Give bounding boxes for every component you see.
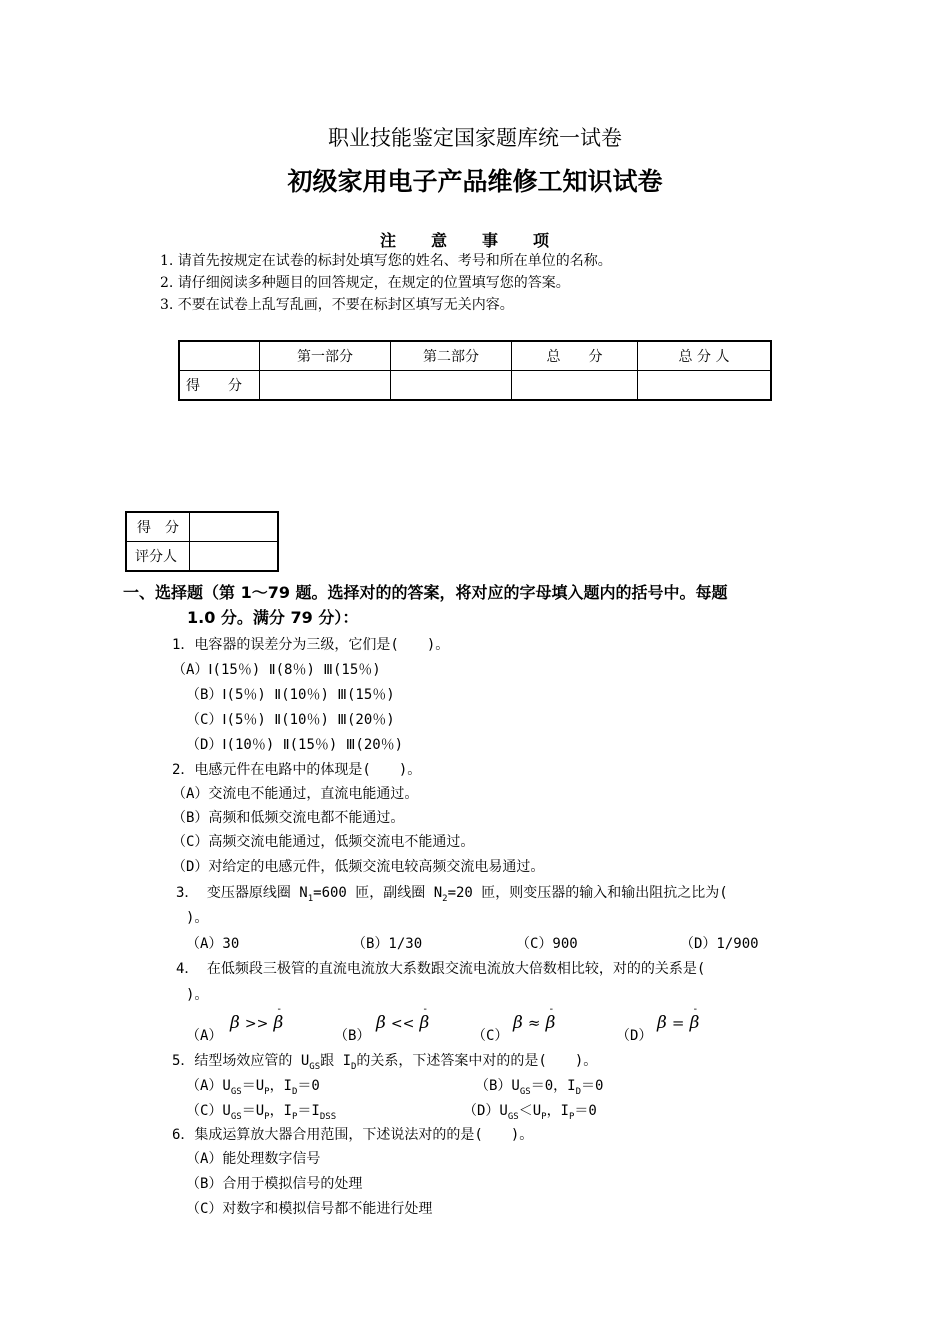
- q4-stem: 4． 在低频段三极管的直流电流放大系数跟交流电流放大倍数相比较，对的的关系是(: [176, 961, 706, 977]
- q5-a-sub: P: [264, 1086, 270, 1097]
- beta-bar-symbol: [689, 1004, 700, 1033]
- q3-stem-text-end: =20 匝，则变压器的输入和输出阻抗之比为(: [447, 885, 728, 901]
- q4-option-d-label: （D）: [616, 1028, 653, 1044]
- score-cell-part2[interactable]: [391, 371, 512, 401]
- q5-stem-text-mid: 跟 I: [320, 1053, 351, 1069]
- q5-a-sub: GS: [230, 1086, 242, 1097]
- beta-symbol: β: [273, 1013, 284, 1033]
- beta-symbol: β: [419, 1013, 430, 1033]
- score-table-header-scorer: 总 分 人: [638, 341, 772, 371]
- score-cell-part1[interactable]: [260, 371, 391, 401]
- beta-overbar: -: [277, 1004, 281, 1015]
- score-table-header-total: 总 分: [512, 341, 638, 371]
- grader-score-cell[interactable]: [190, 512, 279, 542]
- much-less-symbol: <<: [390, 1016, 415, 1032]
- q5-c-text: ＝I: [297, 1103, 320, 1119]
- q5-option-c: [186, 1100, 336, 1122]
- score-table-corner: [179, 341, 260, 371]
- q5-stem-text: 5．结型场效应管的 U: [172, 1053, 310, 1069]
- beta-overbar: -: [423, 1004, 427, 1015]
- score-table-header-part2: 第二部分: [391, 341, 512, 371]
- q3-stem-text: 3． 变压器原线圈 N: [176, 885, 308, 901]
- q1-option-c: （C）Ⅰ(5％) Ⅱ(10％) Ⅲ(20％): [186, 712, 395, 728]
- q3-option-b: （B）1/30: [352, 936, 423, 952]
- q5-c-text: ＝U: [241, 1103, 265, 1119]
- q5-a-text: （A）U: [186, 1078, 231, 1094]
- q5-option-d: [463, 1100, 597, 1122]
- q5-d-sub: P: [569, 1111, 575, 1122]
- q5-option-b: [475, 1075, 603, 1097]
- beta-symbol: β: [513, 1013, 523, 1033]
- q1-option-d: （D）Ⅰ(10％) Ⅱ(15％) Ⅲ(20％): [186, 737, 404, 753]
- q5-d-text: （D）U: [463, 1103, 508, 1119]
- beta-bar-symbol: [419, 1004, 430, 1033]
- q5-b-text: ＝0: [580, 1078, 604, 1094]
- q4-option-c-formula: [513, 1004, 556, 1033]
- exam-series-title: 职业技能鉴定国家题库统一试卷: [328, 126, 622, 150]
- score-table-header-part1: 第一部分: [260, 341, 391, 371]
- score-cell-total[interactable]: [512, 371, 638, 401]
- equals-symbol: =: [671, 1014, 685, 1032]
- beta-overbar: -: [693, 1004, 697, 1015]
- q5-b-text: （B）U: [475, 1078, 520, 1094]
- grader-name-cell[interactable]: [190, 542, 279, 572]
- beta-symbol: β: [689, 1013, 700, 1033]
- notice-item-1: 1. 请首先按规定在试卷的标封处填写您的姓名、考号和所在单位的名称。: [160, 253, 612, 269]
- q5-d-text: ＝0: [574, 1103, 597, 1119]
- q2-option-a: （A）交流电不能通过，直流电能通过。: [172, 786, 419, 802]
- q5-a-text: ，I: [269, 1078, 292, 1094]
- q5-stem-text-end: 的关系，下述答案中对的的是( )。: [356, 1053, 598, 1069]
- q2-option-b: （B）高频和低频交流电都不能通过。: [172, 810, 405, 826]
- q5-b-sub: GS: [519, 1086, 531, 1097]
- q5-c-sub: P: [264, 1111, 270, 1122]
- q3-stem-text-mid: =600 匝，副线圈 N: [313, 885, 443, 901]
- q5-b-sub: D: [575, 1086, 581, 1097]
- q2-stem: 2．电感元件在电路中的体现是( )。: [172, 762, 422, 778]
- q5-c-sub: DSS: [319, 1111, 337, 1122]
- q4-option-c-label: （C）: [472, 1028, 509, 1044]
- q1-stem: 1．电容器的误差分为三级，它们是( )。: [172, 637, 450, 653]
- score-cell-scorer[interactable]: [638, 371, 772, 401]
- q6-option-b: （B）合用于模拟信号的处理: [186, 1176, 363, 1192]
- notice-item-3: 3. 不要在试卷上乱写乱画，不要在标封区填写无关内容。: [160, 297, 514, 313]
- beta-bar-symbol: [545, 1004, 556, 1033]
- q5-d-text: ，I: [546, 1103, 569, 1119]
- q3-stem-cont: )。: [186, 910, 209, 926]
- q5-c-sub: P: [292, 1111, 298, 1122]
- q4-option-b-formula: [376, 1004, 430, 1033]
- q4-option-d-formula: [657, 1004, 700, 1033]
- score-table-score-row: [179, 371, 771, 401]
- q1-option-b: （B）Ⅰ(5％) Ⅱ(10％) Ⅲ(15％): [186, 687, 395, 703]
- score-table-row-label: 得 分: [179, 371, 260, 401]
- beta-symbol: β: [376, 1013, 386, 1033]
- q5-c-sub: GS: [230, 1111, 242, 1122]
- q6-stem: 6．集成运算放大器合用范围，下述说法对的的是( )。: [172, 1127, 534, 1143]
- approx-symbol: ≈: [527, 1014, 541, 1032]
- beta-symbol: β: [657, 1013, 667, 1033]
- q5-stem: [172, 1050, 597, 1072]
- grader-box: [125, 511, 279, 572]
- q5-c-text: （C）U: [186, 1103, 231, 1119]
- q5-a-text: ＝U: [241, 1078, 265, 1094]
- q3-stem: [176, 882, 728, 904]
- beta-symbol: β: [545, 1013, 556, 1033]
- q5-option-a: [186, 1075, 320, 1097]
- q5-sub-gs: GS: [309, 1061, 321, 1072]
- q3-sub-2: 2: [442, 893, 448, 904]
- q3-sub-1: 1: [307, 893, 314, 904]
- beta-overbar: -: [549, 1004, 553, 1015]
- notice-heading: 注意事项: [380, 231, 585, 250]
- score-table-header-row: [179, 341, 771, 371]
- grader-name-label: 评分人: [126, 542, 190, 572]
- q4-stem-cont: )。: [186, 987, 209, 1003]
- q5-d-text: ＜U: [518, 1103, 542, 1119]
- q5-d-sub: GS: [507, 1111, 519, 1122]
- beta-symbol: β: [230, 1013, 240, 1033]
- q5-a-sub: D: [292, 1086, 298, 1097]
- q2-option-d: （D）对给定的电感元件，低频交流电较高频交流电易通过。: [172, 859, 545, 875]
- q5-b-text: ＝0，I: [530, 1078, 576, 1094]
- beta-bar-symbol: [273, 1004, 284, 1033]
- q3-option-a: （A）30: [186, 936, 240, 952]
- notice-item-2: 2. 请仔细阅读多种题目的回答规定，在规定的位置填写您的答案。: [160, 275, 570, 291]
- q4-option-a-label: （A）: [186, 1028, 223, 1044]
- section-heading: 一、选择题（第 1～79 题。选择对的的答案，将对应的字母填入题内的括号中。每题: [123, 583, 728, 602]
- exam-title: 初级家用电子产品维修工知识试卷: [287, 167, 663, 196]
- q6-option-c: （C）对数字和模拟信号都不能进行处理: [186, 1201, 433, 1217]
- q1-option-a: （A）Ⅰ(15％) Ⅱ(8％) Ⅲ(15％): [172, 662, 381, 678]
- q5-sub-d: D: [351, 1061, 357, 1072]
- q5-c-text: ，I: [269, 1103, 292, 1119]
- q3-option-d: （D）1/900: [680, 936, 759, 952]
- q3-option-c: （C）900: [516, 936, 578, 952]
- q2-option-c: （C）高频交流电能通过，低频交流电不能通过。: [172, 834, 475, 850]
- much-greater-symbol: >>: [244, 1016, 269, 1032]
- grader-score-label: 得 分: [126, 512, 190, 542]
- q6-option-a: （A）能处理数字信号: [186, 1151, 321, 1167]
- q4-option-a-formula: [230, 1004, 284, 1033]
- q5-a-text: ＝0: [297, 1078, 320, 1094]
- q4-option-b-label: （B）: [334, 1028, 371, 1044]
- q5-d-sub: P: [541, 1111, 547, 1122]
- score-table: [178, 340, 772, 401]
- section-heading-cont: 1.0 分。满分 79 分）：: [187, 608, 359, 627]
